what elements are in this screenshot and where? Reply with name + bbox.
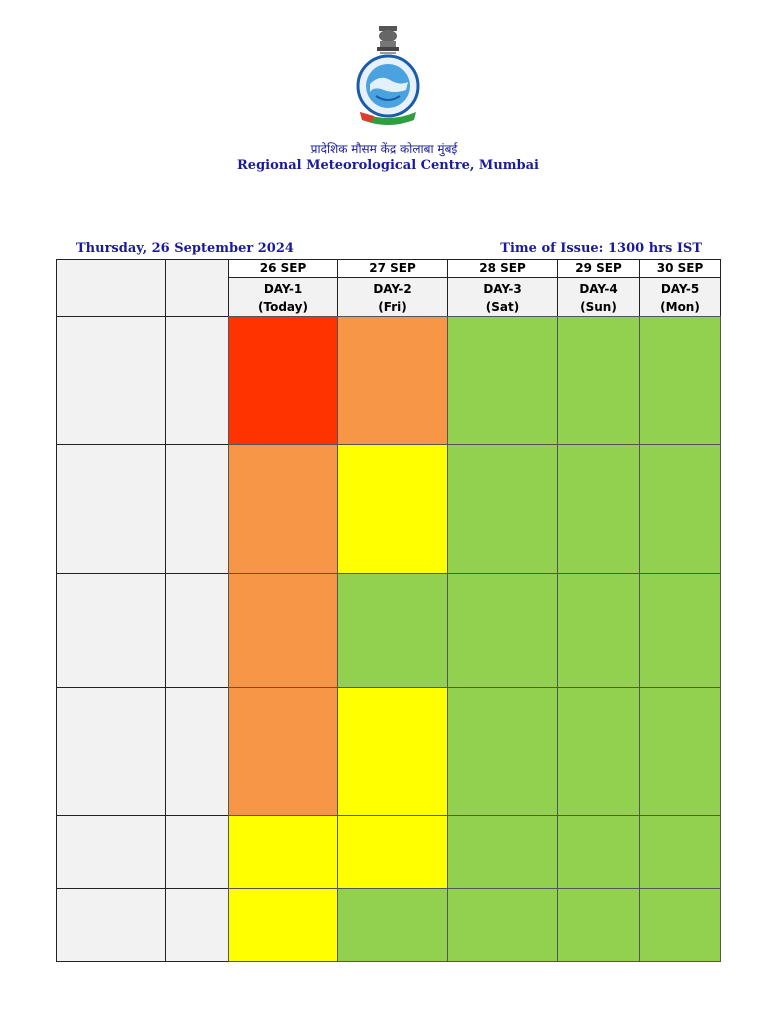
- warning-cell-green: [639, 815, 721, 889]
- district-name-cell: [56, 888, 166, 962]
- day-label: DAY-4: [579, 282, 618, 296]
- day-sub-label: (Sun): [580, 300, 617, 314]
- district-name-cell: [56, 316, 166, 445]
- warning-cell-yellow: [337, 687, 448, 816]
- hindi-centre-title: प्रादेशिक मौसम केंद्र कोलाबा मुंबई: [310, 142, 458, 156]
- date-header: [639, 259, 721, 278]
- district-name-cell: [56, 687, 166, 816]
- warning-cell-green: [447, 573, 558, 688]
- date-header: [228, 259, 338, 278]
- warning-cell-green: [337, 573, 448, 688]
- warning-cell-green: [639, 687, 721, 816]
- date-label: 29 SEP: [575, 261, 622, 275]
- warning-cell-green: [639, 444, 721, 574]
- date-label: 30 SEP: [656, 261, 704, 275]
- warning-cell-orange: [228, 573, 338, 688]
- warning-cell-green: [639, 888, 721, 962]
- day-sub-label: (Today): [258, 300, 308, 314]
- warning-cell-red: [228, 316, 338, 445]
- warning-cell-green: [639, 316, 721, 445]
- warning-cell-green: [557, 888, 640, 962]
- warning-cell-green: [447, 444, 558, 574]
- day-header: [337, 277, 448, 317]
- warning-cell-green: [447, 687, 558, 816]
- day-label: DAY-5: [660, 282, 700, 296]
- warning-cell-green: [557, 573, 640, 688]
- warning-cell-green: [557, 444, 640, 574]
- issue-date: Thursday, 26 September 2024: [76, 241, 294, 256]
- warning-cell-orange: [228, 444, 338, 574]
- district-name-cell: [56, 573, 166, 688]
- warning-cell-green: [557, 316, 640, 445]
- warning-cell-orange: [337, 316, 448, 445]
- warning-cell-green: [557, 687, 640, 816]
- district-code-cell: [165, 316, 229, 445]
- date-label: 27 SEP: [369, 261, 416, 275]
- district-code-cell: [165, 444, 229, 574]
- district-code-cell: [165, 573, 229, 688]
- warning-cell-green: [447, 888, 558, 962]
- day-sub-label: (Mon): [660, 300, 700, 314]
- warning-cell-orange: [228, 687, 338, 816]
- warning-cell-yellow: [228, 815, 338, 889]
- date-label: 26 SEP: [259, 261, 307, 275]
- day-header: [639, 277, 721, 317]
- district-code-cell: [165, 687, 229, 816]
- day-label: DAY-3: [483, 282, 522, 296]
- header-blank-cell: [165, 259, 229, 317]
- day-sub-label: (Fri): [378, 300, 407, 314]
- district-code-cell: [165, 888, 229, 962]
- day-header: [228, 277, 338, 317]
- warning-cell-green: [447, 815, 558, 889]
- header-blank-cell: [56, 259, 166, 317]
- date-header: [557, 259, 640, 278]
- warning-cell-green: [337, 888, 448, 962]
- warning-cell-yellow: [337, 815, 448, 889]
- day-sub-label: (Sat): [485, 300, 520, 314]
- date-header: [447, 259, 558, 278]
- day-header: [447, 277, 558, 317]
- date-label: 28 SEP: [479, 261, 526, 275]
- time-of-issue: Time of Issue: 1300 hrs IST: [500, 241, 702, 256]
- day-header: [557, 277, 640, 317]
- district-code-cell: [165, 815, 229, 889]
- day-label: DAY-2: [373, 282, 412, 296]
- district-name-cell: [56, 815, 166, 889]
- warning-cell-green: [447, 316, 558, 445]
- warning-cell-green: [557, 815, 640, 889]
- district-name-cell: [56, 444, 166, 574]
- day-label: DAY-1: [263, 282, 303, 296]
- imd-emblem-logo: [350, 24, 426, 128]
- warning-cell-yellow: [228, 888, 338, 962]
- centre-title: Regional Meteorological Centre, Mumbai: [237, 158, 539, 173]
- warning-cell-yellow: [337, 444, 448, 574]
- date-header: [337, 259, 448, 278]
- warning-cell-green: [639, 573, 721, 688]
